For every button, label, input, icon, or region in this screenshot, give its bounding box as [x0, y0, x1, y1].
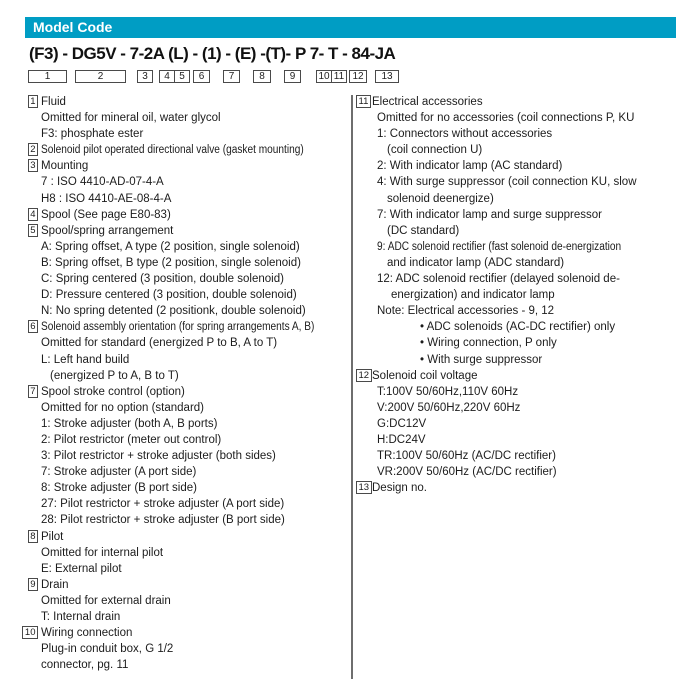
code-position-box-1: 1 — [28, 70, 67, 83]
left-legend-line — [18, 94, 351, 110]
left-legend-line — [18, 303, 351, 319]
code-position-box-13: 13 — [375, 70, 399, 83]
line-text: T: Internal drain — [41, 611, 121, 623]
right-legend-line — [356, 287, 676, 303]
left-legend-line — [18, 561, 351, 577]
line-text: Fluid — [41, 96, 66, 108]
line-text: Electrical accessories — [372, 96, 483, 108]
line-text: 1: Stroke adjuster (both A, B ports) — [41, 417, 218, 430]
line-text: TR:100V 50/60Hz (AC/DC rectifier) — [377, 450, 556, 463]
right-legend-line — [356, 335, 676, 351]
line-text: 4: With surge suppressor (coil connection KU, slow — [377, 176, 637, 189]
left-legend-line — [18, 657, 351, 673]
line-text: 2: Pilot restrictor (meter out control) — [41, 433, 222, 446]
left-legend-line — [18, 126, 351, 142]
item-number-box: 2 — [28, 143, 38, 156]
line-text: Solenoid coil voltage — [372, 369, 478, 382]
code-position-box-10: 10 — [316, 70, 332, 83]
line-text: • Wiring connection, P only — [420, 337, 557, 350]
right-legend-line — [356, 223, 676, 239]
line-text: Solenoid assembly orientation (for spring arrangements A, B) — [41, 321, 315, 334]
left-legend-line — [18, 400, 351, 416]
left-legend-line — [18, 480, 351, 496]
code-position-box-11: 11 — [331, 70, 347, 83]
line-text: 12: ADC solenoid rectifier (delayed solenoid de- — [377, 273, 620, 286]
line-text: 2: With indicator lamp (AC standard) — [377, 160, 563, 173]
line-text: (energized P to A, B to T) — [50, 369, 179, 382]
left-legend-line — [18, 625, 351, 641]
right-legend-line — [356, 448, 676, 464]
line-text: • With surge suppressor — [420, 353, 543, 366]
line-text: energization) and indicator lamp — [391, 289, 555, 302]
item-number-box: 6 — [28, 320, 38, 333]
left-legend-line — [18, 158, 351, 174]
item-number-box-slot — [18, 529, 38, 545]
line-text: 28: Pilot restrictor + stroke adjuster (B port side) — [41, 514, 285, 527]
item-number-box-slot — [18, 158, 38, 174]
line-text: Omitted for internal pilot — [41, 546, 164, 559]
code-position-box-7: 7 — [223, 70, 240, 83]
line-text: 7 : ISO 4410-AD-07-4-A — [41, 176, 164, 189]
line-text: D: Pressure centered (3 position, double solenoid) — [41, 289, 297, 302]
item-number-box-slot — [356, 94, 372, 110]
left-legend-line — [18, 545, 351, 561]
right-legend-line — [356, 480, 676, 496]
line-text: • ADC solenoids (AC-DC rectifier) only — [420, 321, 616, 334]
line-text: Drain — [41, 578, 69, 591]
right-legend-line — [356, 384, 676, 400]
right-legend-line — [356, 110, 676, 126]
section-header-bar — [25, 17, 676, 38]
line-text: Plug-in conduit box, G 1/2 — [41, 643, 174, 656]
item-number-box-slot — [18, 625, 38, 641]
right-legend-line — [356, 319, 676, 335]
line-text: solenoid deenergize) — [387, 192, 494, 205]
left-legend-line — [18, 255, 351, 271]
line-text: Pilot — [41, 530, 64, 543]
item-number-box-slot — [18, 94, 38, 110]
line-text: V:200V 50/60Hz,220V 60Hz — [377, 401, 521, 414]
line-text: and indicator lamp (ADC standard) — [387, 256, 565, 269]
item-number-box: 13 — [356, 481, 372, 494]
left-legend-line — [18, 496, 351, 512]
code-position-box-6: 6 — [193, 70, 210, 83]
line-text: (DC standard) — [387, 224, 460, 237]
line-text: Omitted for mineral oil, water glycol — [41, 112, 221, 125]
item-number-box-slot — [18, 577, 38, 593]
line-text: G:DC12V — [377, 417, 427, 430]
line-text: N: No spring detented (2 positionk, double solenoid) — [41, 305, 306, 318]
right-legend-line — [356, 174, 676, 190]
line-text: 3: Pilot restrictor + stroke adjuster (both sides) — [41, 450, 276, 463]
line-text: T:100V 50/60Hz,110V 60Hz — [377, 385, 519, 398]
item-number-box: 12 — [356, 369, 372, 382]
line-text: 7: Stroke adjuster (A port side) — [41, 466, 197, 479]
item-number-box: 1 — [28, 95, 38, 108]
line-text: Omitted for no option (standard) — [41, 401, 204, 414]
code-position-box-12: 12 — [349, 70, 367, 83]
left-legend-line — [18, 174, 351, 190]
left-legend-line — [18, 368, 351, 384]
line-text: 8: Stroke adjuster (B port side) — [41, 482, 197, 495]
line-text: C: Spring centered (3 position, double solenoid) — [41, 273, 284, 286]
line-text: 9: ADC solenoid rectifier (fast solenoid de-energization — [377, 240, 622, 253]
left-legend-line — [18, 191, 351, 207]
item-number-box-slot — [18, 223, 38, 239]
right-legend-line — [356, 191, 676, 207]
line-text: H8 : ISO 4410-AE-08-4-A — [41, 192, 172, 205]
line-text: Spool stroke control (option) — [41, 385, 185, 398]
right-legend-line — [356, 207, 676, 223]
line-text: VR:200V 50/60Hz (AC/DC rectifier) — [377, 466, 557, 479]
left-legend-line — [18, 142, 351, 158]
column-divider — [351, 95, 353, 679]
right-legend-line — [356, 432, 676, 448]
item-number-box-slot — [356, 368, 372, 384]
line-text: 7: With indicator lamp and surge suppressor — [377, 208, 602, 221]
line-text: Omitted for no accessories (coil connections P, KU — [377, 112, 635, 125]
item-number-box-slot — [18, 384, 38, 400]
left-legend-line — [18, 287, 351, 303]
item-number-box-slot — [18, 142, 38, 158]
left-legend-line — [18, 384, 351, 400]
left-legend-line — [18, 352, 351, 368]
line-text: 1: Connectors without accessories — [377, 128, 553, 141]
left-legend-line — [18, 448, 351, 464]
line-text: Wiring connection — [41, 627, 133, 640]
left-legend-line — [18, 416, 351, 432]
left-legend-line — [18, 223, 351, 239]
line-text: Omitted for external drain — [41, 594, 171, 607]
left-legend-line — [18, 464, 351, 480]
left-legend-line — [18, 319, 351, 335]
left-legend-line — [18, 593, 351, 609]
left-legend-line — [18, 512, 351, 528]
right-legend-line — [356, 239, 676, 255]
item-number-box-slot — [356, 480, 372, 496]
code-position-box-5: 5 — [174, 70, 190, 83]
right-legend-line — [356, 255, 676, 271]
line-text: E: External pilot — [41, 562, 122, 575]
right-legend-line — [356, 303, 676, 319]
line-text: A: Spring offset, A type (2 position, single solenoid) — [41, 240, 300, 253]
line-text: F3: phosphate ester — [41, 128, 144, 141]
line-text: Solenoid pilot operated directional valve (gasket mounting) — [41, 144, 304, 157]
right-legend-line — [356, 126, 676, 142]
right-legend-line — [356, 271, 676, 287]
item-number-box: 10 — [22, 626, 38, 639]
line-text: connector, pg. 11 — [41, 659, 129, 672]
line-text: Note: Electrical accessories - 9, 12 — [377, 305, 555, 318]
right-legend-line — [356, 158, 676, 174]
item-number-box: 7 — [28, 385, 38, 398]
code-position-box-4: 4 — [159, 70, 175, 83]
item-number-box: 5 — [28, 224, 38, 237]
left-legend-line — [18, 110, 351, 126]
item-number-box: 11 — [356, 95, 371, 108]
line-text: L: Left hand build — [41, 353, 130, 366]
right-legend-line — [356, 400, 676, 416]
code-position-box-2: 2 — [75, 70, 126, 83]
code-position-box-3: 3 — [137, 70, 153, 83]
left-legend-line — [18, 641, 351, 657]
line-text: Mounting — [41, 160, 89, 173]
section-title: Model Code — [33, 19, 113, 35]
right-legend-line — [356, 142, 676, 158]
model-code-string: (F3) - DG5V - 7-2A (L) - (1) - (E) -(T)- P 7- T - 84-JA — [29, 44, 396, 63]
right-legend-line — [356, 368, 676, 384]
right-legend-line — [356, 352, 676, 368]
left-legend-line — [18, 609, 351, 625]
line-text: B: Spring offset, B type (2 position, single solenoid) — [41, 256, 301, 269]
code-position-box-8: 8 — [253, 70, 271, 83]
item-number-box-slot — [18, 207, 38, 223]
line-text: Omitted for standard (energized P to B, A to T) — [41, 337, 278, 350]
left-legend-line — [18, 432, 351, 448]
left-legend-line — [18, 271, 351, 287]
line-text: Spool (See page E80-83) — [41, 208, 171, 221]
legend-column-left — [18, 94, 351, 673]
line-text: Design no. — [372, 482, 427, 495]
left-legend-line — [18, 335, 351, 351]
legend-column-right — [356, 94, 676, 496]
left-legend-line — [18, 207, 351, 223]
right-legend-line — [356, 94, 676, 110]
item-number-box-slot — [18, 319, 38, 335]
right-legend-line — [356, 416, 676, 432]
line-text: Spool/spring arrangement — [41, 224, 174, 237]
right-legend-line — [356, 464, 676, 480]
item-number-box: 8 — [28, 530, 38, 543]
item-number-box: 4 — [28, 208, 38, 221]
code-position-box-9: 9 — [284, 70, 301, 83]
item-number-box: 3 — [28, 159, 38, 172]
left-legend-line — [18, 239, 351, 255]
line-text: (coil connection U) — [387, 144, 483, 157]
item-number-box: 9 — [28, 578, 38, 591]
line-text: H:DC24V — [377, 433, 426, 446]
left-legend-line — [18, 577, 351, 593]
left-legend-line — [18, 529, 351, 545]
line-text: 27: Pilot restrictor + stroke adjuster (A port side) — [41, 498, 285, 511]
